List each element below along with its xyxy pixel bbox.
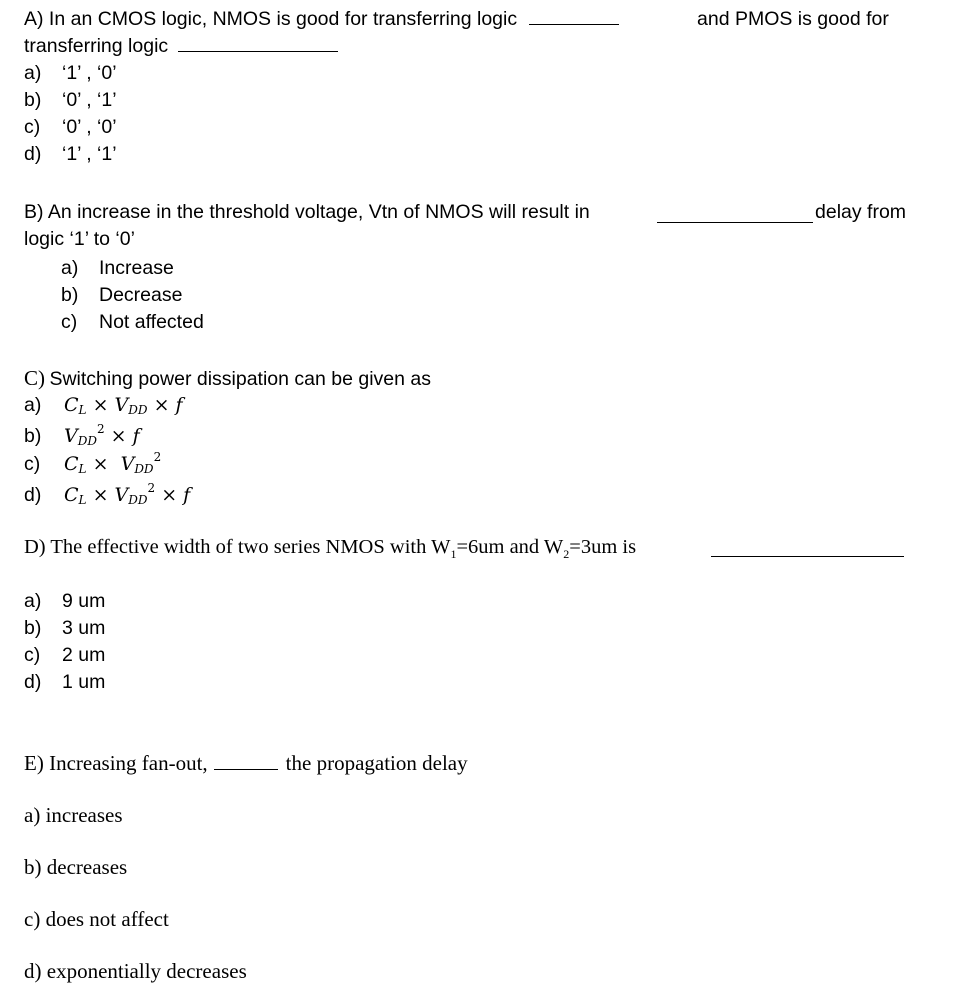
- answer-blank: [711, 556, 904, 557]
- question-e-option: d) exponentially decreases: [24, 959, 247, 983]
- question-b-option: c) Not affected: [61, 311, 204, 333]
- question-d-option: b) 3 um: [24, 617, 106, 639]
- question-b-prompt-end: delay from: [815, 201, 907, 223]
- question-a-option: d) ‘1’ , ‘1’: [24, 143, 117, 165]
- answer-blank: [178, 50, 338, 52]
- question-d-option: a) 9 um: [24, 590, 106, 612]
- question-e-option: c) does not affect: [24, 907, 169, 931]
- question-a-line-2: [24, 35, 338, 58]
- answer-blank: [214, 768, 278, 770]
- question-d-option: c) 2 um: [24, 644, 106, 666]
- question-b-prompt: B) An increase in the threshold voltage, Vtn of NMOS will result in: [24, 201, 590, 223]
- question-b-line-1: [24, 201, 590, 224]
- formula: $C_L \times V_{DD}^2$: [64, 450, 162, 476]
- question-b-prompt-cont: logic ‘1’ to ‘0’: [24, 228, 135, 250]
- question-a-option: a) ‘1’ , ‘0’: [24, 62, 117, 84]
- question-a-option: c) ‘0’ , ‘0’: [24, 116, 117, 138]
- question-e-option: b) decreases: [24, 855, 128, 879]
- question-c-option: d) $C_L \times V_{DD}^2 \times f$: [24, 481, 191, 507]
- question-c-option: c) $C_L \times V_{DD}^2$: [24, 450, 162, 476]
- answer-blank: [657, 222, 813, 223]
- formula: $C_L \times V_{DD} \times f$: [64, 394, 183, 417]
- question-a-prompt: A) In an CMOS logic, NMOS is good for transferring logic: [24, 8, 518, 30]
- question-e-option: a) increases: [24, 803, 123, 827]
- question-d-option: d) 1 um: [24, 671, 106, 693]
- question-c-option: a) $C_L \times V_{DD} \times f$: [24, 394, 183, 417]
- question-e-prompt: E) Increasing fan-out, the propagation delay: [24, 751, 468, 775]
- question-a-option: b) ‘0’ , ‘1’: [24, 89, 117, 111]
- question-a-prompt-end: and PMOS is good for: [697, 8, 889, 30]
- formula: $C_L \times V_{DD}^2 \times f$: [64, 481, 191, 507]
- question-a-line-1: [24, 8, 619, 31]
- question-d-prompt: D) The effective width of two series NMOS with $W_1=6um$ and $W_2=3um$ is: [24, 536, 637, 562]
- question-b-option: b) Decrease: [61, 284, 183, 306]
- question-c-prompt: C) Switching power dissipation can be given as: [24, 366, 432, 390]
- question-b-option: a) Increase: [61, 257, 174, 279]
- question-c-option: b) $V_{DD}^2 \times f$: [24, 422, 140, 448]
- question-a-prompt-cont: transferring logic: [24, 35, 169, 57]
- answer-blank: [529, 23, 619, 25]
- formula: $V_{DD}^2 \times f$: [64, 422, 140, 448]
